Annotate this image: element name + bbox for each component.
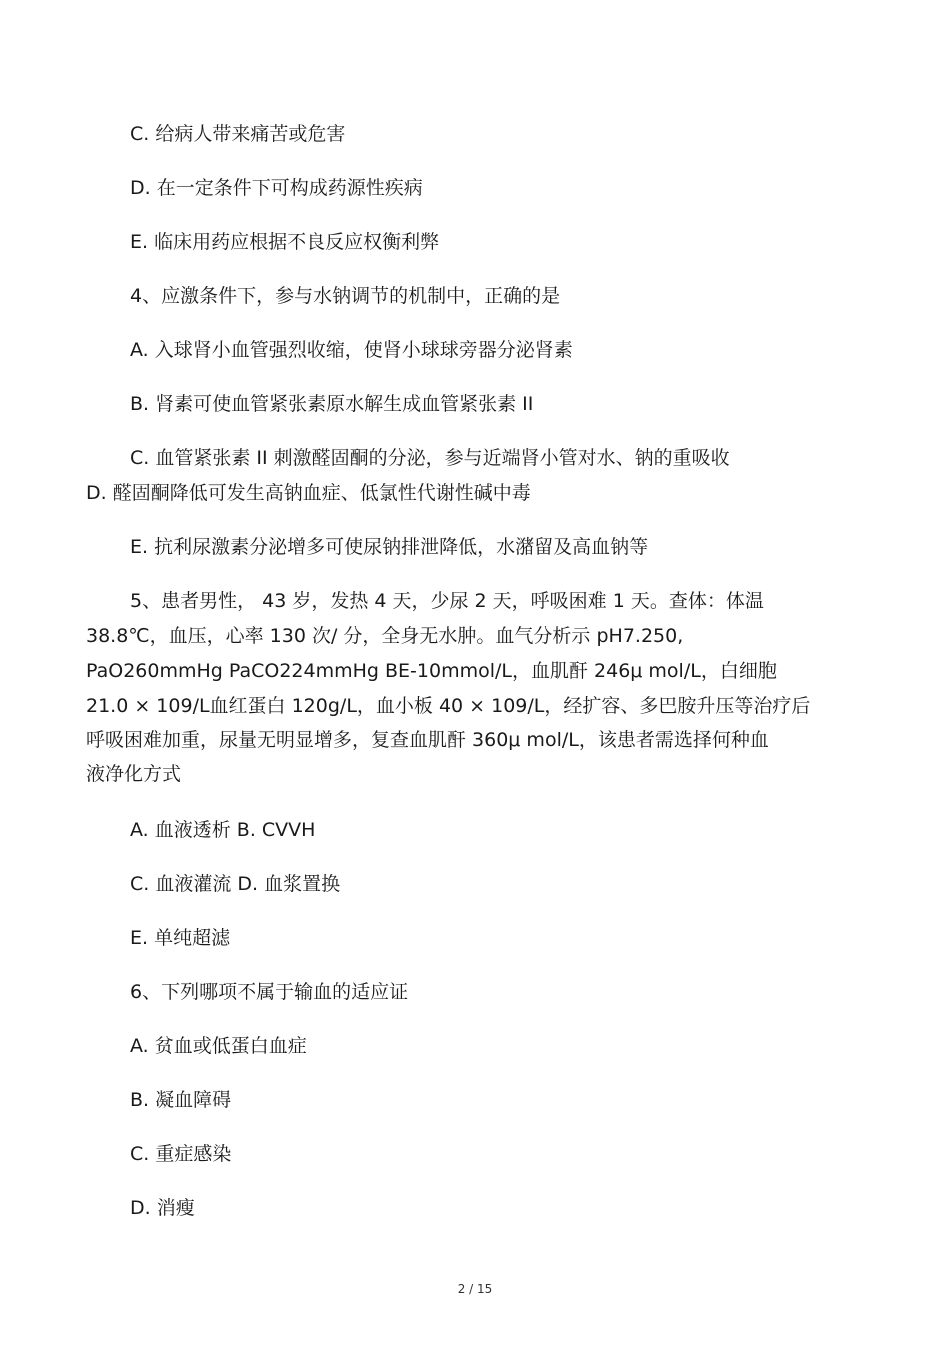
option-b-q4: B. 肾素可使血管紧张素原水解生成血管紧张素 II <box>130 393 534 415</box>
option-a-q6: A. 贫血或低蛋白血症 <box>130 1035 307 1057</box>
question-5-line-6: 液净化方式 <box>86 763 182 785</box>
question-5-line-3: PaO260mmHg PaCO224mmHg BE-10mmol/L，血肌酐 246μ mol/L，白细胞 <box>86 660 777 682</box>
question-5-line-5: 呼吸困难加重，尿量无明显增多，复查血肌酐 360μ mol/L，该患者需选择何种血 <box>86 729 769 751</box>
option-c-q4: C. 血管紧张素 II 刺激醛固酮的分泌，参与近端肾小管对水、钠的重吸收 <box>130 447 730 469</box>
question-4: 4、应激条件下，参与水钠调节的机制中，正确的是 <box>130 285 561 307</box>
question-5-line-2: 38.8℃，血压，心率 130 次/ 分，全身无水肿。血气分析示 pH7.250, <box>86 625 684 647</box>
option-d-q3: D. 在一定条件下可构成药源性疾病 <box>130 177 423 199</box>
question-5-line-1: 5、患者男性， 43 岁，发热 4 天，少尿 2 天，呼吸困难 1 天。查体：体温 <box>130 590 764 612</box>
option-e-q4: E. 抗利尿激素分泌增多可使尿钠排泄降低，水潴留及高血钠等 <box>130 536 649 558</box>
options-cd-q5: C. 血液灌流 D. 血浆置换 <box>130 873 341 895</box>
option-c-q6: C. 重症感染 <box>130 1143 232 1165</box>
option-a-q4: A. 入球肾小血管强烈收缩，使肾小球球旁器分泌肾素 <box>130 339 573 361</box>
option-b-q6: B. 凝血障碍 <box>130 1089 232 1111</box>
option-e-q3: E. 临床用药应根据不良反应权衡利弊 <box>130 231 440 253</box>
options-ab-q5: A. 血液透析 B. CVVH <box>130 819 316 841</box>
question-6: 6、下列哪项不属于输血的适应证 <box>130 981 409 1003</box>
option-d-q4: D. 醛固酮降低可发生高钠血症、低氯性代谢性碱中毒 <box>86 482 531 504</box>
option-d-q6: D. 消瘦 <box>130 1197 195 1219</box>
question-5-line-4: 21.0 × 109/L血红蛋白 120g/L，血小板 40 × 109/L，经扩容、多巴胺升压等治疗后 <box>86 695 811 717</box>
option-e-q5: E. 单纯超滤 <box>130 927 231 949</box>
option-c-q3: C. 给病人带来痛苦或危害 <box>130 123 346 145</box>
page-number: 2 / 15 <box>457 1282 493 1296</box>
